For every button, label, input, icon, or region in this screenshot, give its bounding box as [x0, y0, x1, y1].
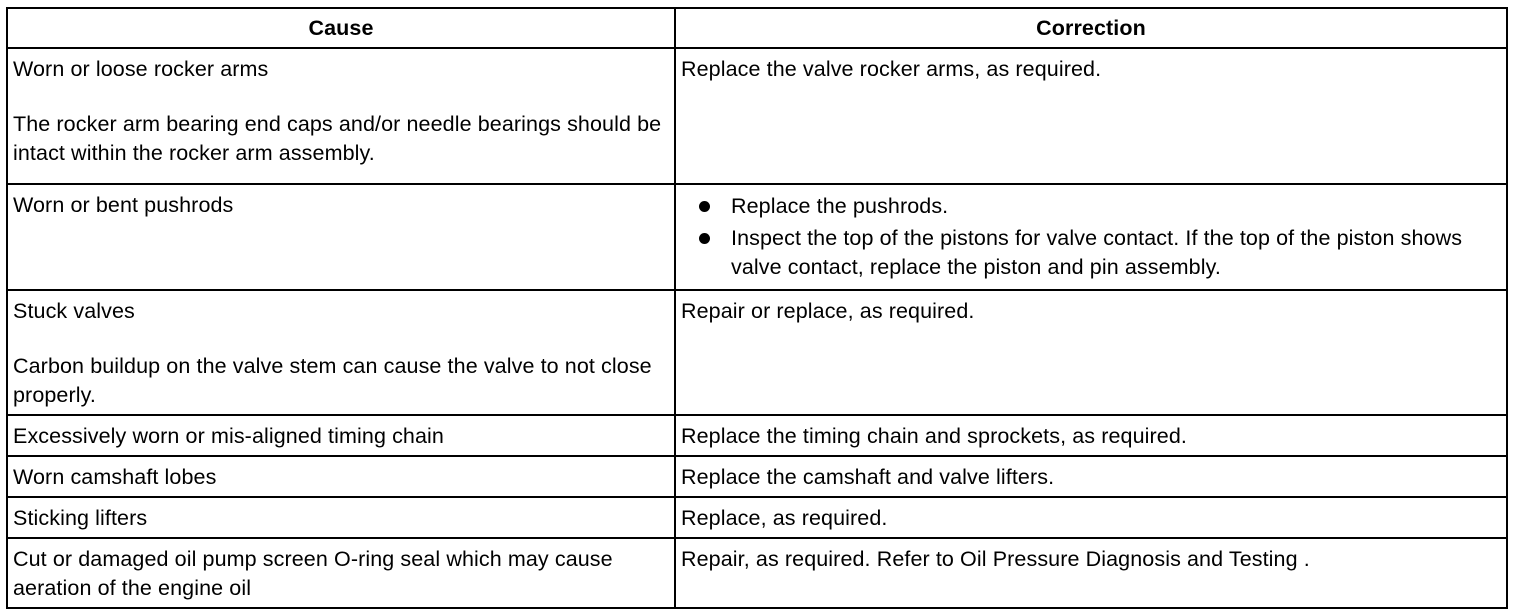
cause-text: Sticking lifters: [13, 506, 148, 530]
table-header-row: [7, 8, 1507, 48]
column-header-correction: Correction: [675, 8, 1507, 48]
correction-text: Repair, as required. Refer to Oil Pressure Diagnosis and Testing .: [681, 547, 1310, 571]
table-row: [7, 184, 1507, 290]
table-row: [7, 456, 1507, 497]
diagnostic-document: [6, 7, 1506, 609]
table-row: [7, 290, 1507, 415]
table-row: [7, 415, 1507, 456]
cause-text: Worn or bent pushrods: [13, 193, 234, 217]
correction-bullet-text: Inspect the top of the pistons for valve contact. If the top of the piston shows valve contact, replace the piston and pin assembly.: [731, 226, 1463, 279]
correction-cell: [675, 184, 1507, 290]
cause-cell: [7, 456, 675, 497]
cause-cell: [7, 184, 675, 290]
correction-cell: [675, 415, 1507, 456]
cause-text: Worn or loose rocker arms: [13, 57, 269, 81]
column-header-cause: Cause: [7, 8, 675, 48]
correction-cell: [675, 48, 1507, 184]
cause-cell: [7, 48, 675, 184]
cause-text: Worn camshaft lobes: [13, 465, 217, 489]
cause-cell: [7, 290, 675, 415]
cause-note: Carbon buildup on the valve stem can cause the valve to not close properly.: [13, 354, 652, 407]
cause-text: Excessively worn or mis-aligned timing chain: [13, 424, 444, 448]
cause-text: Stuck valves: [13, 299, 135, 323]
correction-text: Replace the camshaft and valve lifters.: [681, 465, 1055, 489]
list-item: [731, 192, 1502, 221]
cause-text: Cut or damaged oil pump screen O-ring seal which may cause aeration of the engine oil: [13, 547, 613, 600]
table-row: [7, 48, 1507, 184]
bullet-icon: [699, 201, 710, 212]
correction-text: Replace the timing chain and sprockets, as required.: [681, 424, 1187, 448]
correction-bullet-text: Replace the pushrods.: [731, 194, 949, 218]
cause-cell: [7, 538, 675, 608]
cause-cell: [7, 415, 675, 456]
correction-text: Replace the valve rocker arms, as required.: [681, 57, 1102, 81]
table-row: [7, 497, 1507, 538]
correction-cell: [675, 497, 1507, 538]
correction-cell: [675, 538, 1507, 608]
table-row: [7, 538, 1507, 608]
correction-cell: [675, 290, 1507, 415]
cause-note: The rocker arm bearing end caps and/or needle bearings should be intact within the rocker arm assembly.: [13, 112, 662, 165]
cause-correction-table: [6, 7, 1508, 609]
correction-bullet-list: [681, 192, 1502, 282]
list-item: [731, 224, 1502, 282]
correction-text: Repair or replace, as required.: [681, 299, 975, 323]
correction-text: Replace, as required.: [681, 506, 888, 530]
bullet-icon: [699, 233, 710, 244]
correction-cell: [675, 456, 1507, 497]
cause-cell: [7, 497, 675, 538]
